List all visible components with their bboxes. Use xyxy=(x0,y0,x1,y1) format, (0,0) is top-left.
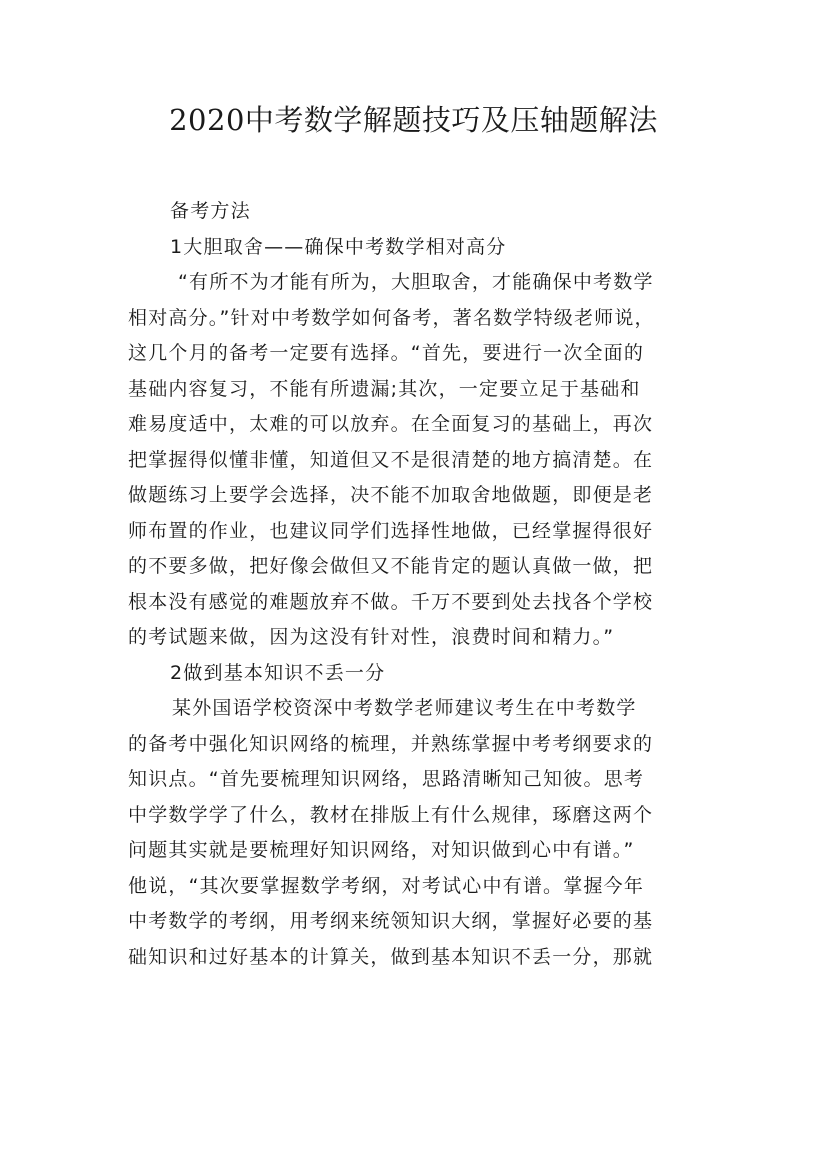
paragraph-line: 把掌握得似懂非懂，知道但又不是很清楚的地方搞清楚。在 xyxy=(128,448,654,471)
section-heading-prep-method: 备考方法 xyxy=(170,200,251,222)
paragraph-line: 中考数学的考纲，用考纲来统领知识大纲，掌握好必要的基 xyxy=(128,910,654,932)
subheading-1: 1大胆取舍——确保中考数学相对高分 xyxy=(170,235,507,258)
paragraph-line: 相对高分。”针对中考数学如何备考，著名数学特级老师说， xyxy=(128,306,655,329)
paragraph-line: 知识点。“首先要梳理知识网络，思路清晰知己知彼。思考 xyxy=(128,768,645,790)
paragraph-line: 基础内容复习，不能有所遗漏;其次，一定要立足于基础和 xyxy=(128,377,641,400)
document-body xyxy=(128,194,706,975)
paragraph-line: 础知识和过好基本的计算关，做到基本知识不丢一分，那就 xyxy=(128,945,654,968)
paragraph-line: 中学数学学了什么，教材在排版上有什么规律，琢磨这两个 xyxy=(128,803,654,826)
document-title: 2020中考数学解题技巧及压轴题解法 xyxy=(169,103,658,137)
subheading-2: 2做到基本知识不丢一分 xyxy=(170,661,386,684)
paragraph-line: 问题其实就是要梳理好知识网络，对知识做到心中有谱。” xyxy=(128,839,635,861)
paragraph-line: 难易度适中，太难的可以放弃。在全面复习的基础上，再次 xyxy=(128,413,654,435)
paragraph-line: 某外国语学校资深中考数学老师建议考生在中考数学 xyxy=(172,697,637,719)
paragraph-line: 做题练习上要学会选择，决不能不加取舍地做题，即便是老 xyxy=(128,484,654,506)
paragraph-line: 师布置的作业，也建议同学们选择性地做，已经掌握得很好 xyxy=(128,519,654,542)
paragraph-line: 的备考中强化知识网络的梳理，并熟练掌握中考考纲要求的 xyxy=(128,732,654,755)
paragraph-line: 的不要多做，把好像会做但又不能肯定的题认真做一做，把 xyxy=(128,555,654,577)
paragraph-line: 这几个月的备考一定要有选择。“首先，要进行一次全面的 xyxy=(128,342,645,364)
paragraph-line: “有所不为才能有所为，大胆取舍，才能确保中考数学 xyxy=(178,271,654,293)
paragraph-line: 的考试题来做，因为这没有针对性，浪费时间和精力。” xyxy=(128,626,615,648)
paragraph-line: 他说，“其次要掌握数学考纲，对考试心中有谱。掌握今年 xyxy=(128,874,645,897)
paragraph-line: 根本没有感觉的难题放弃不做。千万不要到处去找各个学校 xyxy=(128,590,654,613)
